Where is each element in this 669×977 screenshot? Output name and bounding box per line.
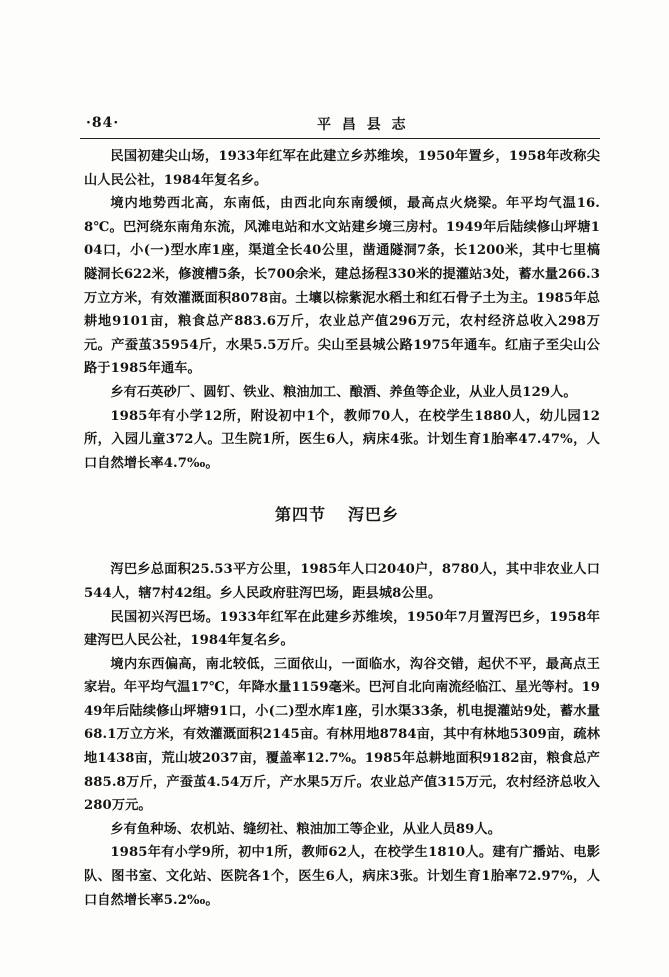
section-spacer	[84, 475, 600, 503]
section-heading	[84, 503, 600, 527]
running-title: 平 昌 县 志	[317, 117, 409, 133]
paragraph: 民国初兴泻巴场。1933年红军在此建乡苏维埃，1950年7月置泻巴乡，1958年建泻巴人民公社，1984年复名乡。	[84, 609, 600, 649]
paragraph: 1985年有小学12所，附设初中1个，教师70人，在校学生1880人，幼儿园12所，入园儿童372人。卫生院1所，医生6人，病床4张。计划生育1胎率47.47%，人口自然增长率4.7‰。	[84, 408, 600, 471]
page-content	[84, 145, 600, 912]
paragraph: 民国初建尖山场，1933年红军在此建立乡苏维埃，1950年置乡，1958年改称尖山人民公社，1984年复名乡。	[84, 149, 600, 188]
section-xieba	[84, 558, 600, 912]
section-number: 第四节	[274, 505, 326, 525]
section-jianshan	[84, 145, 600, 475]
paragraph: 泻巴乡总面积25.53平方公里，1985年人口2040户，8780人，其中非农业人口544人，辖7村42组。乡人民政府驻泻巴场，距县城8公里。	[84, 562, 600, 601]
paragraph: 境内地势西北高，东南低，由西北向东南缓倾，最高点火烧梁。年平均气温16.8℃。巴河绕东南角东流，风滩电站和水文站建乡境三房村。1949年后陆续修山坪塘104口，小(一)型水库1座，渠道全长40公里，凿通隧洞7条，长1200米，其中七里槁隧洞长622米，修渡槽5条，长700余米，建总扬程330米的提灌站3处，蓄水量266.3万立方米，有效灌溉面积8078亩。土壤以棕紫泥水稻土和红石骨子土为主。1985年总耕地9101亩，粮食总产883.6万斤，农业总产值296万元，农村经济总收入298万元。产蚕茧35954斤，水果5.5万斤。尖山至县城公路1975年通车。红庙子至尖山公路于1985年通车。	[84, 196, 600, 377]
header-rule	[80, 138, 600, 139]
paragraph: 境内东西偏高，南北较低，三面依山，一面临水，沟谷交错，起伏不平，最高点王家岩。年平均气温17℃，年降水量1159毫米。巴河自北向南流经临江、星光等村。1949年后陆续修山坪塘91口，小(二)型水库1座，引水渠33条，机电提灌站9处，蓄水量68.1万立方米，有效灌溉面积2145亩。有林用地8784亩，其中有林地5309亩，疏林地1438亩，荒山坡2037亩，覆盖率12.7%。1985年总耕地面积9182亩，粮食总产885.8万斤，产蚕茧4.54万斤，产水果5万斤。农业总产值315万元，农村经济总收入280万元。	[84, 656, 600, 814]
page-header	[82, 112, 597, 136]
paragraph: 乡有鱼种场、农机站、缝纫社、粮油加工等企业，从业人员89人。	[110, 821, 501, 837]
section-name: 泻巴乡	[348, 505, 400, 525]
paragraph: 1985年有小学9所，初中1所，教师62人，在校学生1810人。建有广播站、电影队、图书室、文化站、医院各1个，医生6人，病床3张。计划生育1胎率72.97%，人口自然增长率5.2‰。	[84, 845, 600, 908]
page-number: ·84·	[86, 115, 120, 131]
paragraph: 乡有石英砂厂、圆钉、铁业、粮油加工、酿酒、养鱼等企业，从业人员129人。	[110, 384, 577, 400]
